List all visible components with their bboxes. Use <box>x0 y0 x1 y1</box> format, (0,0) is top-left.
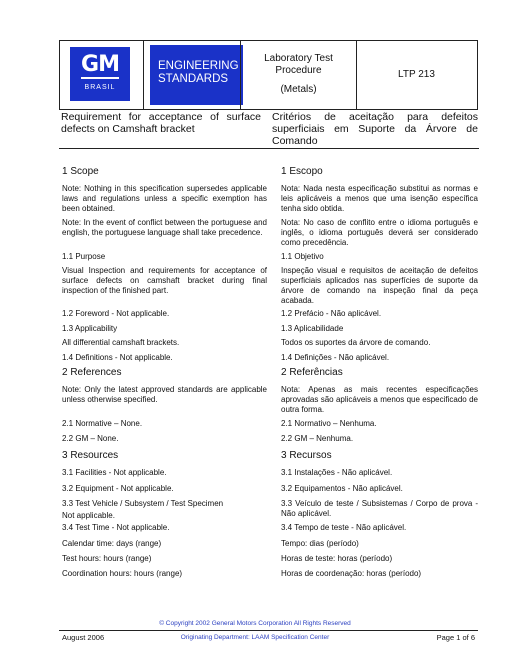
applicability-heading-pt: 1.3 Aplicabilidade <box>281 324 344 333</box>
purpose-heading-pt: 1.1 Objetivo <box>281 252 324 261</box>
procedure-cell <box>240 41 357 109</box>
applicability-heading-en: 1.3 Applicability <box>62 324 118 333</box>
refs-note-pt: Nota: Apenas as mais recentes especificações aprovadas são aplicáveis a menos que especificado de outra forma. <box>281 385 478 414</box>
normative-pt: 2.1 Normativo – Nenhuma. <box>281 419 377 428</box>
vehicle-pt: 3.3 Veículo de teste / Subsistemas / Corpo de prova - Não aplicável. <box>281 499 478 518</box>
calendar-pt: Tempo: dias (período) <box>281 539 359 548</box>
refs-note-en: Note: Only the latest approved standards are applicable unless otherwise specified. <box>62 385 267 404</box>
logo-sub: BRASIL <box>84 84 116 91</box>
eng-line1: ENGINEERING <box>158 60 239 72</box>
title-rule-en <box>59 148 269 149</box>
normative-en: 2.1 Normative – None. <box>62 419 143 428</box>
note2-en: Note: In the event of conflict between the portuguese and english, the portuguese language shall take precedence. <box>62 218 267 237</box>
facilities-en: 3.1 Facilities - Not applicable. <box>62 468 167 477</box>
title-pt: Critérios de aceitação para defeitos superficiais em Suporte da Árvore de Comando <box>272 111 478 147</box>
foreword-pt: 1.2 Prefácio - Não aplicável. <box>281 309 382 318</box>
note2-pt: Nota: No caso de conflito entre o idioma português e inglês, o idioma português deverá ser considerado como precedência. <box>281 218 478 247</box>
resources-heading-en: 3 Resources <box>62 450 119 461</box>
footer-rule <box>59 630 478 631</box>
resources-heading-pt: 3 Recursos <box>281 450 332 461</box>
applicability-en: All differential camshaft brackets. <box>62 338 180 347</box>
calendar-en: Calendar time: days (range) <box>62 539 162 548</box>
coord-pt: Horas de coordenação: horas (período) <box>281 569 422 578</box>
eng-line2: STANDARDS <box>158 73 229 85</box>
footer-dept: Originating Department: LAAM Specification Center <box>180 634 330 641</box>
purpose-en: Visual Inspection and requirements for acceptance of surface defects on camshaft bracket during final inspection of the finished part. <box>62 266 267 295</box>
proc-line1: Laboratory Test <box>264 53 333 64</box>
gm-refs-en: 2.2 GM – None. <box>62 434 119 443</box>
references-heading-en: 2 References <box>62 367 122 378</box>
header-box <box>59 40 478 110</box>
purpose-pt: Inspeção visual e requisitos de aceitação de defeitos superficiais aplicados nas superfícies de suporte da árvore de comando na inspeção final da peça acabada. <box>281 266 478 305</box>
scope-heading-en: 1 Scope <box>62 166 99 177</box>
definitions-pt: 1.4 Definições - Não aplicável. <box>281 353 390 362</box>
testtime-en: 3.4 Test Time - Not applicable. <box>62 523 170 532</box>
copyright: © Copyright 2002 General Motors Corporation All Rights Reserved <box>159 620 351 627</box>
title-en: Requirement for acceptance of surface defects on Camshaft bracket <box>61 111 261 135</box>
note1-en: Note: Nothing in this specification supersedes applicable laws and regulations unless a specific exemption has been obtained. <box>62 184 267 213</box>
footer-page: Page 1 of 6 <box>436 633 475 642</box>
facilities-pt: 3.1 Instalações - Não aplicável. <box>281 468 393 477</box>
references-heading-pt: 2 Referências <box>281 367 343 378</box>
gm-refs-pt: 2.2 GM – Nenhuma. <box>281 434 354 443</box>
footer-date: August 2006 <box>62 633 105 642</box>
scope-heading-pt: 1 Escopo <box>281 166 323 177</box>
testtime-pt: 3.4 Tempo de teste - Não aplicável. <box>281 523 407 532</box>
proc-line3: (Metals) <box>280 84 317 95</box>
coord-en: Coordination hours: hours (range) <box>62 569 183 578</box>
vehicle-en: 3.3 Test Vehicle / Subsystem / Test Specimen <box>62 499 224 508</box>
ltp-number: LTP 213 <box>398 69 435 80</box>
definitions-en: 1.4 Definitions - Not applicable. <box>62 353 173 362</box>
proc-line2: Procedure <box>275 65 322 76</box>
vehicle-na-en: Not applicable. <box>62 511 115 520</box>
title-rule-pt <box>269 148 479 149</box>
logo-text: GM <box>81 52 119 77</box>
gm-logo <box>70 47 130 101</box>
engineering-standards-badge <box>150 45 243 105</box>
note1-pt: Nota: Nada nesta especificação substitui as normas e leis aplicáveis a menos que uma isenção específica tenha sido obtida. <box>281 184 478 213</box>
testhours-en: Test hours: hours (range) <box>62 554 152 563</box>
purpose-heading-en: 1.1 Purpose <box>62 252 106 261</box>
applicability-pt: Todos os suportes da árvore de comando. <box>281 338 431 347</box>
logo-cell <box>60 41 144 109</box>
testhours-pt: Horas de teste: horas (período) <box>281 554 393 563</box>
equipment-en: 3.2 Equipment - Not applicable. <box>62 484 174 493</box>
equipment-pt: 3.2 Equipamentos - Não aplicável. <box>281 484 403 493</box>
foreword-en: 1.2 Foreword - Not applicable. <box>62 309 170 318</box>
